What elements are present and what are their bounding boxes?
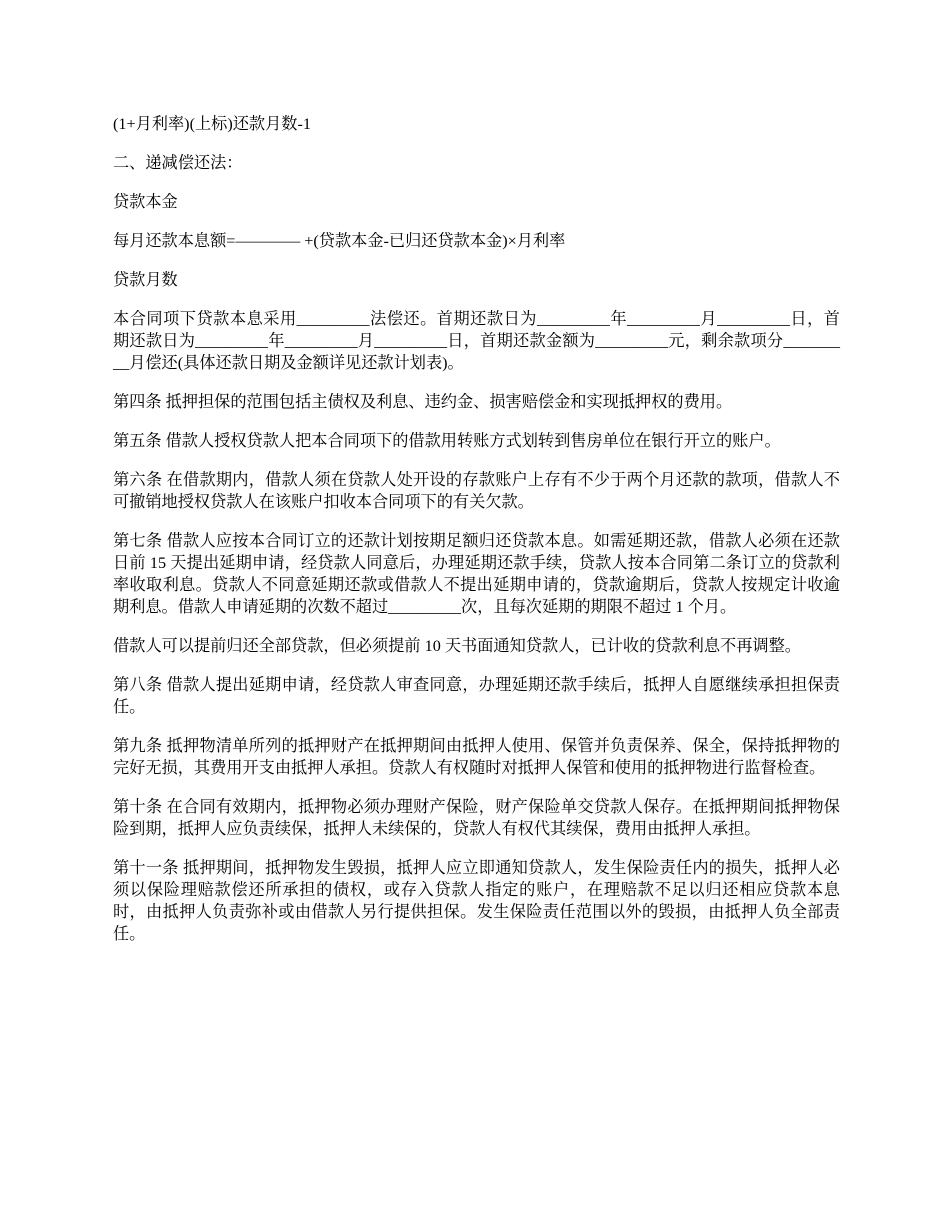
- formula-denominator-label: 贷款月数: [113, 271, 178, 289]
- article-11: 第十一条 抵押期间，抵押物发生毁损，抵押人应立即通知贷款人，发生保险责任内的损失，抵押人必须以保险理赔款偿还所承担的债权，或存入贷款人指定的账户，在理赔款不足以归还相应贷款本息时，由抵押人负责弥补或由借款人另行提供担保。发生保险责任范围以外的毁损，由抵押人负全部责任。: [113, 859, 840, 943]
- article-6: 第六条 在借款期内，借款人须在贷款人处开设的存款账户上存有不少于两个月还款的款项，借款人不可撤销地授权贷款人在该账户扣收本合同项下的有关欠款。: [113, 471, 840, 511]
- formula-numerator-label: 贷款本金: [113, 193, 178, 211]
- article-7: 第七条 借款人应按本合同订立的还款计划按期足额归还贷款本息。如需延期还款，借款人必须在还款日前 15 天提出延期申请，经贷款人同意后，办理延期还款手续，贷款人按本合同第二条订立的贷款利率收取利息。贷款人不同意延期还款或借款人不提出延期申请的，贷款逾期后，贷款人按规定计收逾期利息。借款人申请延期的次数不超过_________次，且每次延期的期限不超过 1 个月。: [113, 532, 840, 616]
- early-repayment-paragraph: 借款人可以提前归还全部贷款，但必须提前 10 天书面通知贷款人，已计收的贷款利息不再调整。: [113, 637, 801, 655]
- article-8: 第八条 借款人提出延期申请，经贷款人审查同意，办理延期还款手续后，抵押人自愿继续承担担保责任。: [113, 676, 840, 716]
- formula-denominator-line: (1+月利率)(上标)还款月数-1: [113, 115, 311, 133]
- formula-monthly-payment: 每月还款本息额=———— +(贷款本金-已归还贷款本金)×月利率: [113, 232, 566, 250]
- article-4: 第四条 抵押担保的范围包括主债权及利息、违约金、损害赔偿金和实现抵押权的费用。: [113, 393, 733, 411]
- article-10: 第十条 在合同有效期内，抵押物必须办理财产保险，财产保险单交贷款人保存。在抵押期间抵押物保险到期，抵押人应负责续保，抵押人未续保的，贷款人有权代其续保，费用由抵押人承担。: [113, 798, 840, 838]
- article-9: 第九条 抵押物清单所列的抵押财产在抵押期间由抵押人使用、保管并负责保养、保全，保持抵押物的完好无损，其费用开支由抵押人承担。贷款人有权随时对抵押人保管和使用的抵押物进行监督检查。: [113, 737, 840, 777]
- article-5: 第五条 借款人授权贷款人把本合同项下的借款用转账方式划转到售房单位在银行开立的账户。: [113, 432, 781, 450]
- repayment-terms-paragraph: 本合同项下贷款本息采用_________法偿还。首期还款日为_________年_________月_________日，首期还款日为_________年_________月_________日，首期还款金额为_________元，剩余款项分_________月偿还(具体还款日期及金额详见还款计划表)。: [113, 310, 840, 372]
- document-page: [113, 113, 840, 962]
- section-heading-decreasing-repayment: 二、递减偿还法：: [113, 154, 243, 172]
